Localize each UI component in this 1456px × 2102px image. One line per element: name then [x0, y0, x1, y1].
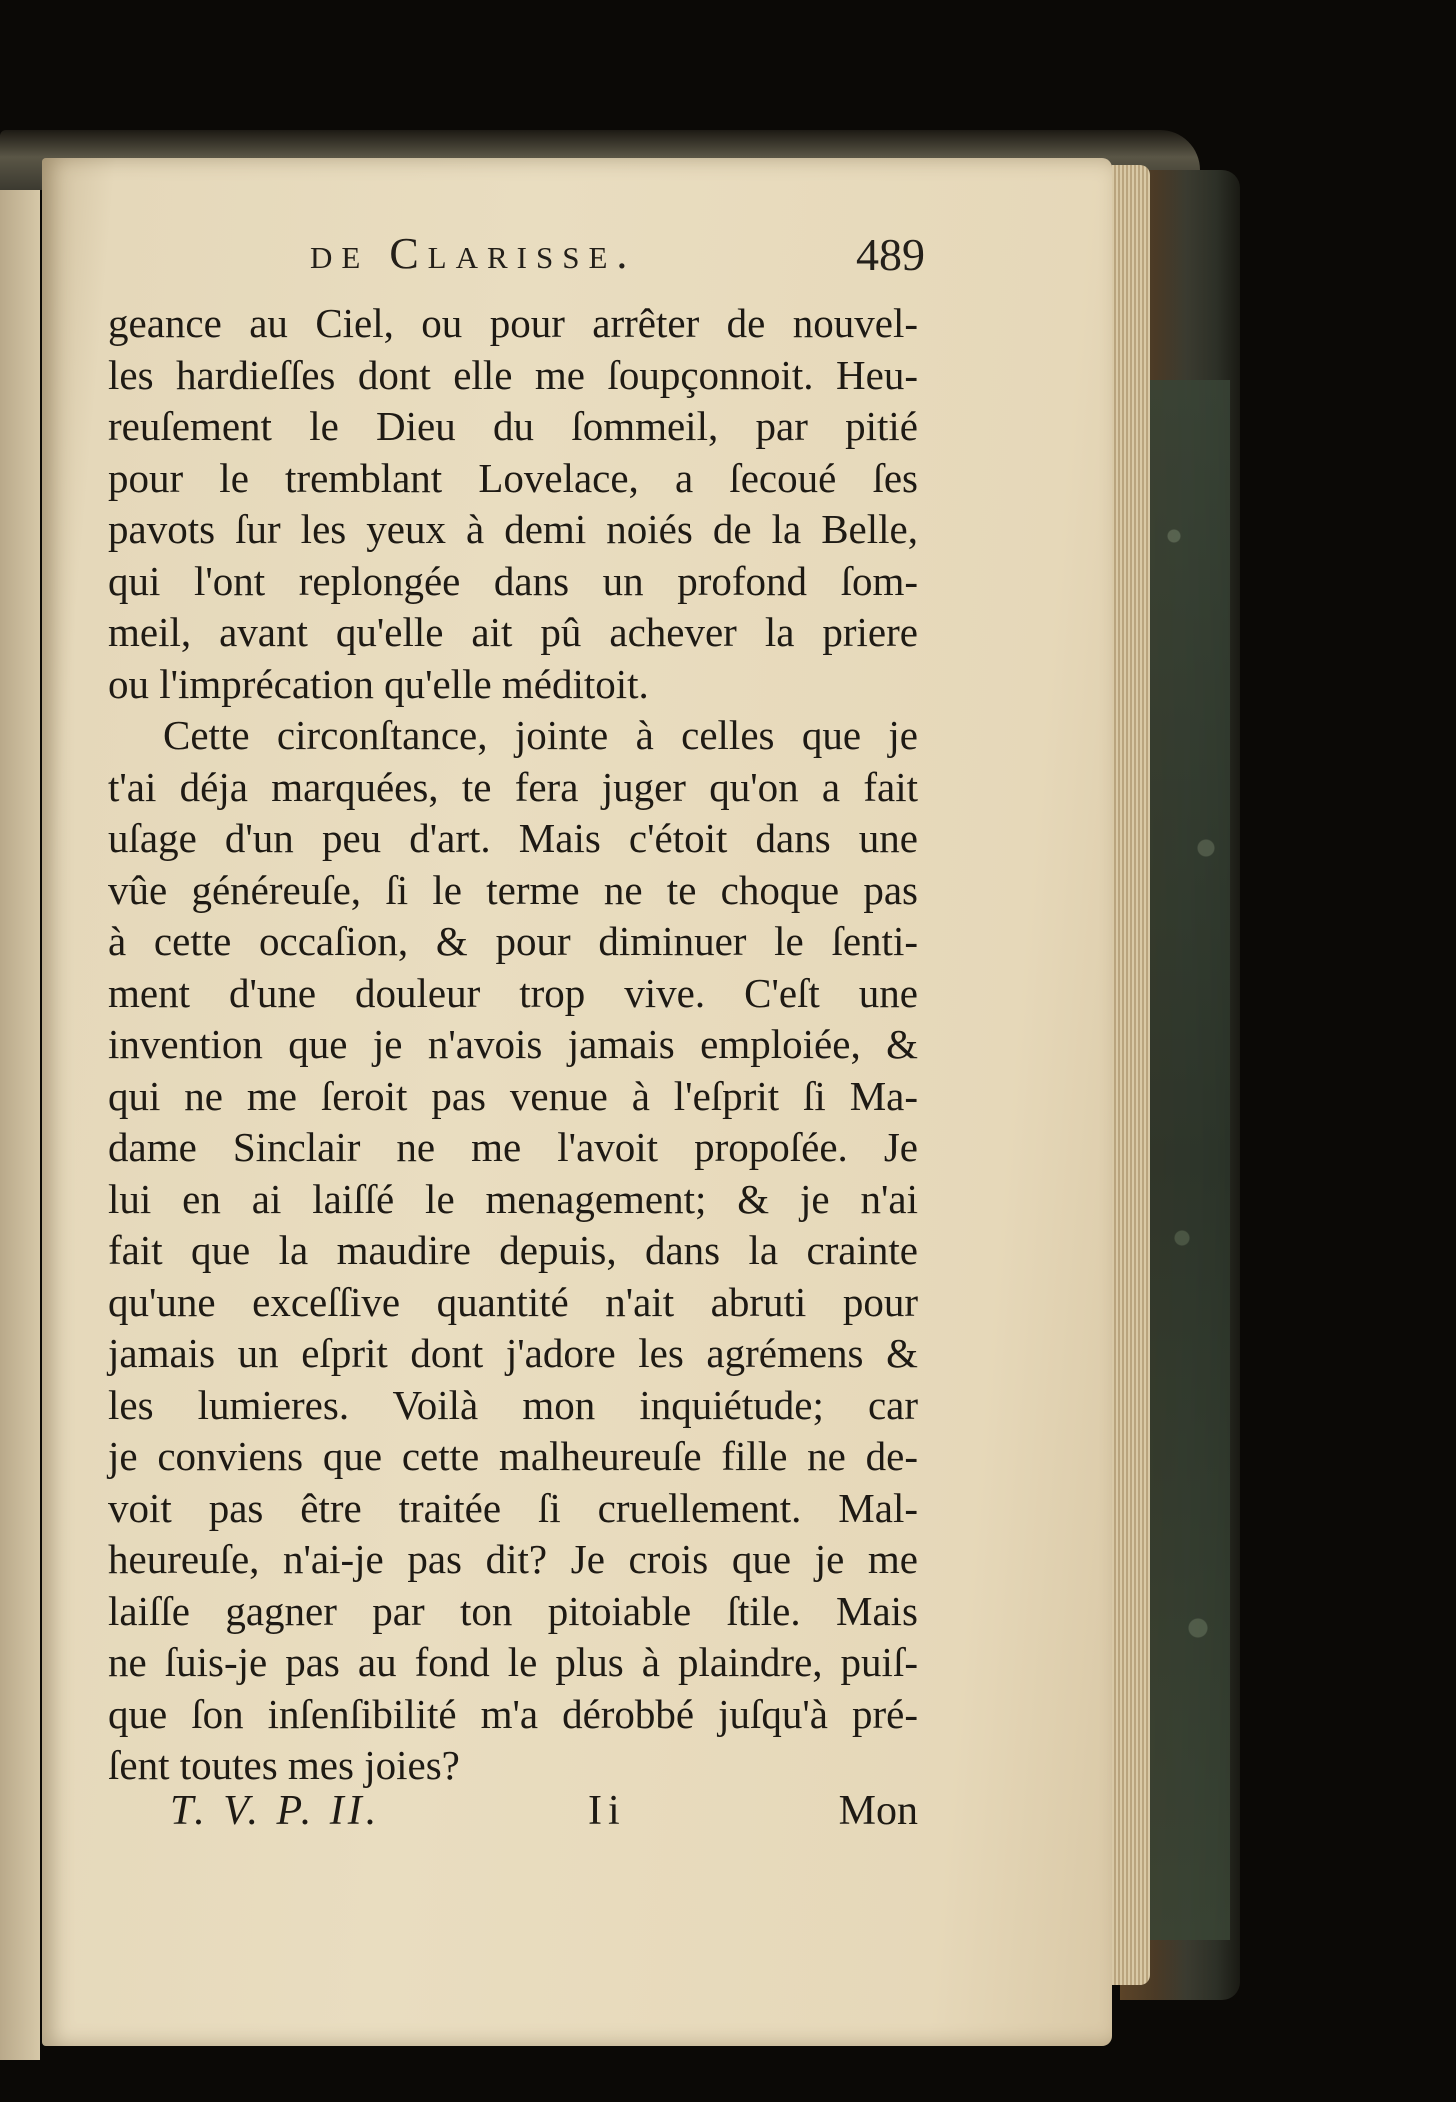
text-line: invention que je n'avois jamais emploiée, &: [108, 1021, 918, 1067]
body-text: [108, 298, 918, 1792]
text-line: dame Sinclair ne me l'avoit propoſée. Je: [108, 1124, 918, 1170]
text-line: ne ſuis-je pas au fond le plus à plaindre, puiſ-: [108, 1639, 918, 1685]
running-head-title: de Clarisse.: [310, 229, 637, 278]
text-line: que ſon inſenſibilité m'a dérobbé juſqu'à pré-: [108, 1690, 918, 1737]
text-line: les hardieſſes dont elle me ſoupçonnoit. Heu-: [108, 351, 918, 398]
facing-page-edge: [0, 180, 40, 2060]
text-line: je conviens que cette malheureuſe fille ne de-: [108, 1433, 918, 1479]
text-line: ou l'imprécation qu'elle méditoit.: [108, 660, 649, 707]
marbled-cover: [1150, 380, 1230, 1940]
text-line: laiſſe gagner par ton pitoiable ſtile. Mais: [108, 1587, 918, 1634]
text-line: à cette occaſion, & pour diminuer le ſenti-: [108, 918, 918, 964]
text-line: voit pas être traitée ſi cruellement. Mal-: [108, 1484, 918, 1531]
text-line: lui en ai laiſſé le menagement; & je n'ai: [108, 1175, 918, 1222]
running-head: [255, 228, 925, 288]
text-line: qui ne me ſeroit pas venue à l'eſprit ſi Ma-: [108, 1072, 918, 1119]
text-line: qu'une exceſſive quantité n'ait abruti pour: [108, 1278, 918, 1325]
catchword: Mon: [838, 1788, 918, 1834]
text-line: reuſement le Dieu du ſommeil, par pitié: [108, 403, 918, 449]
signature-mark: Ii: [588, 1788, 626, 1834]
text-line: geance au Ciel, ou pour arrêter de nouvel-: [108, 300, 918, 346]
text-line: pavots ſur les yeux à demi noiés de la Belle,: [108, 506, 918, 552]
text-line: meil, avant qu'elle ait pû achever la priere: [108, 609, 918, 655]
paragraph-start-line: Cette circonſtance, jointe à celles que je: [163, 712, 918, 758]
text-line: t'ai déja marquées, te fera juger qu'on a fait: [108, 763, 918, 810]
text-line: heureuſe, n'ai-je pas dit? Je crois que je me: [108, 1536, 918, 1582]
text-line: ment d'une douleur trop vive. C'eſt une: [108, 969, 918, 1016]
text-line: fait que la maudire depuis, dans la crainte: [108, 1227, 918, 1273]
text-line: uſage d'un peu d'art. Mais c'étoit dans une: [108, 815, 918, 861]
page-number: 489: [856, 229, 925, 280]
text-line: vûe généreuſe, ſi le terme ne te choque pas: [108, 866, 918, 913]
text-line: jamais un eſprit dont j'adore les agrémens &: [108, 1330, 918, 1376]
text-line: ſent toutes mes joies?: [108, 1742, 460, 1788]
text-line: les lumieres. Voilà mon inquiétude; car: [108, 1381, 918, 1428]
text-line: qui l'ont replongée dans un profond ſom-: [108, 557, 918, 604]
volume-signature: T. V. P. II.: [170, 1788, 381, 1834]
page-footer: [170, 1787, 918, 1847]
text-line: pour le tremblant Lovelace, a ſecoué ſes: [108, 454, 918, 501]
